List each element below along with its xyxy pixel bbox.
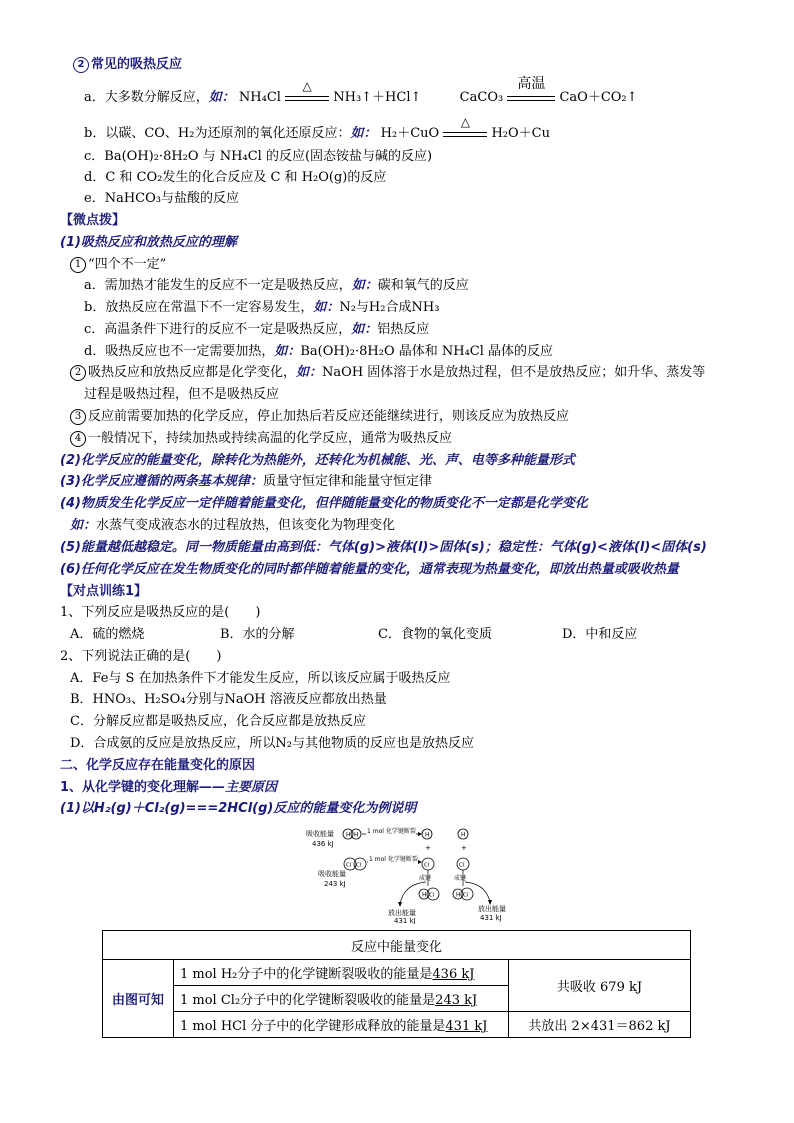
section2-title: 二、化学反应存在能量变化的原因: [60, 758, 256, 773]
plus-sign: +: [461, 844, 467, 852]
atom-h: H: [456, 891, 461, 899]
energy-change-table: [102, 930, 691, 1038]
tips-p1-a-text: a．需加热才能发生的反应不一定是吸热反应，: [84, 278, 352, 293]
row-cl2-value: 243 kJ: [435, 993, 478, 1008]
tips-p1-c-tail: 铝热反应: [377, 322, 430, 337]
tips-p1-b: [84, 299, 439, 317]
section2-sub1-note: ——主要原因: [199, 780, 278, 795]
practice-q1-option-c: C．食物的氧化变质: [378, 627, 492, 642]
item-b-text: b．以碳、CO、H₂为还原剂的氧化还原反应：: [84, 126, 351, 141]
h2-molecule: [343, 829, 361, 839]
row-hcl-value: 431 kJ: [445, 1019, 488, 1034]
endothermic-item-e: e．NaHCO₃与盐酸的反应: [84, 191, 239, 206]
eq3-sign: [443, 114, 487, 141]
tips-p3-title: (3)化学反应遵循的两条基本规律：: [60, 474, 263, 489]
tips-p1-b-text: b．放热反应在常温下不一定容易发生，: [84, 300, 314, 315]
eq2-left: CaCO₃: [459, 90, 504, 105]
practice-q1: 1、下列反应是吸热反应的是( ): [60, 605, 261, 620]
release2-value: 431 kJ: [480, 914, 502, 922]
tips-p2: (2)化学反应的能量变化，除转化为热能外，还转化为机械能、光、声、电等多种能量形式: [60, 453, 575, 468]
example-label: 如：: [296, 365, 323, 380]
table-absorb-total: 共吸收 679 kJ: [509, 960, 691, 1012]
endothermic-title-text: 常见的吸热反应: [91, 57, 183, 72]
hcl-molecule: [419, 888, 439, 900]
tips-p6: (6)任何化学反应在发生物质变化的同时都伴随着能量的变化，通常表现为热量变化，即放出热量或吸收热量: [60, 562, 679, 577]
tips-p1-1-text: “四个不一定”: [88, 257, 167, 272]
row-cl2-text: 1 mol Cl₂分子中的化学键断裂吸收的能量是: [180, 993, 436, 1008]
circled-number: 2: [70, 365, 86, 381]
eq1-right: NH₃↑＋HCl↑: [333, 90, 422, 105]
tips-p1-d-tail: Ba(OH)₂·8H₂O 晶体和 NH₄Cl 晶体的反应: [300, 344, 554, 359]
practice-q2: 2、下列说法正确的是( ): [60, 649, 222, 664]
tips-p5: (5)能量越低越稳定。同一物质能量由高到低：气体(g)>液体(l)>固体(s)；稳定性：气体(g)<液体(l)<固体(s): [60, 540, 707, 555]
item-a-text: a．大多数分解反应，: [84, 90, 209, 105]
section2-sub1-main: 1、从化学键的变化理解: [60, 780, 200, 795]
tips-p4: (4)物质发生化学反应一定伴随着能量变化，但伴随能量变化的物质变化不一定都是化学变化: [60, 496, 588, 511]
endothermic-title: [73, 56, 182, 74]
atom-cl: Cl: [429, 892, 435, 899]
release1-label: 放出能量: [388, 909, 416, 917]
endothermic-item-c: c．Ba(OH)₂·8H₂O 与 NH₄Cl 的反应(固态铵盐与碱的反应): [84, 149, 433, 164]
tips-p1-3-text: 反应前需要加热的化学反应，停止加热后若反应还能继续进行，则该反应为放热反应: [88, 409, 570, 424]
tips-p1-2a: 吸热反应和放热反应都是化学变化，: [88, 365, 297, 380]
tips-p1-a: [84, 277, 469, 295]
endothermic-item-a: [84, 75, 638, 107]
example-label: 如：: [208, 90, 235, 105]
atom-cl: Cl: [346, 862, 352, 869]
absorb2-label: 吸收能量: [318, 870, 346, 878]
tips-p3-text: 质量守恒定律和能量守恒定律: [262, 474, 432, 489]
eq3-left: H₂＋CuO: [380, 126, 440, 141]
eq3-right: H₂O＋Cu: [491, 126, 550, 141]
eq2-right: CaO＋CO₂↑: [559, 90, 638, 105]
example-label: 如：: [351, 278, 378, 293]
example-label: 如：: [351, 322, 378, 337]
table-left-label: 由图可知: [103, 960, 174, 1038]
circled-number: 1: [70, 257, 86, 273]
atom-cl: Cl: [463, 892, 469, 899]
tips-p1-2: [70, 364, 705, 382]
tips-p1-1: [70, 256, 166, 274]
practice-q1-option-d: D．中和反应: [562, 627, 638, 642]
break1-label: 1 mol 化学键断裂: [367, 828, 416, 835]
row-h2-text: 1 mol H₂分子中的化学键断裂吸收的能量是: [180, 967, 433, 982]
row-hcl-text: 1 mol HCl 分子中的化学键形成释放的能量是: [180, 1019, 446, 1034]
atom-h: H: [354, 831, 359, 839]
eq1-condition: △: [302, 78, 312, 93]
example-label: 如：: [274, 344, 301, 359]
circled-number: 4: [70, 431, 86, 447]
atom-cl: Cl: [424, 862, 430, 869]
tips-p1-c: [84, 321, 429, 339]
practice-q1-option-a: A．硫的燃烧: [70, 627, 145, 642]
table-row-h2: [174, 960, 509, 986]
form-bond-label: 成键: [419, 875, 432, 882]
tips-p1-2b: NaOH 固体溶于水是放热过程，但不是放热反应；如升华、蒸发等: [322, 365, 706, 380]
table-row-hcl: [174, 1012, 509, 1038]
cl2-molecule: [344, 858, 366, 870]
circled-number: 2: [73, 57, 89, 73]
table-row-cl2: [174, 986, 509, 1012]
tips-p1-4-text: 一般情况下，持续加热或持续高温的化学反应，通常为吸热反应: [88, 431, 453, 446]
absorb1-label: 吸收能量: [306, 830, 334, 838]
form-bond-label: 成键: [454, 875, 467, 882]
atom-cl: Cl: [356, 862, 362, 869]
bond-energy-diagram: [300, 822, 526, 924]
example-label: 如：: [350, 126, 377, 141]
absorb1-value: 436 kJ: [312, 840, 334, 848]
tips-header: 【微点拨】: [60, 213, 126, 228]
tips-p1-4: [70, 430, 452, 448]
example-label: 如：: [70, 518, 97, 533]
row-h2-value: 436 kJ: [432, 967, 475, 982]
plus-sign: +: [425, 844, 431, 852]
endothermic-item-b: [84, 114, 550, 143]
release1-value: 431 kJ: [394, 917, 416, 924]
eq2-sign: [507, 75, 555, 105]
tips-p1-3: [70, 408, 569, 426]
tips-p1-2c: 过程是吸热过程，但不是吸热反应: [84, 387, 280, 402]
practice-q2-option-b: B．HNO₃、H₂SO₄分别与NaOH 溶液反应都放出热量: [70, 692, 387, 707]
section2-sub1: [60, 779, 277, 797]
table-release-total: 共放出 2×431＝862 kJ: [509, 1012, 691, 1038]
eq1-left: NH₄Cl: [238, 90, 281, 105]
endothermic-item-d: d．C 和 CO₂发生的化合反应及 C 和 H₂O(g)的反应: [84, 170, 387, 185]
practice-q1-option-b: B．水的分解: [220, 627, 295, 642]
circled-number: 3: [70, 409, 86, 425]
tips-p4-text: 水蒸气变成液态水的过程放热，但该变化为物理变化: [96, 518, 396, 533]
section2-p1: (1)以H₂(g)＋Cl₂(g)===2HCl(g)反应的能量变化为例说明: [60, 801, 417, 816]
example-label: 如：: [313, 300, 340, 315]
atom-h: H: [461, 831, 466, 839]
tips-p3: [60, 473, 432, 491]
eq3-condition: △: [460, 114, 470, 129]
tips-p1-d: [84, 343, 553, 361]
break2-label: 1 mol 化学键断裂: [369, 856, 418, 863]
release2-label: 放出能量: [478, 905, 506, 913]
tips-p4-example: [70, 517, 395, 535]
tips-p1-d-text: d．吸热反应也不一定需要加热，: [84, 344, 275, 359]
practice-q2-option-c: C．分解反应都是吸热反应，化合反应都是放热反应: [70, 714, 366, 729]
hcl-molecule: [453, 888, 473, 900]
eq2-condition: 高温: [517, 75, 546, 92]
practice-q2-option-a: A．Fe与 S 在加热条件下才能发生反应，所以该反应属于吸热反应: [70, 671, 451, 686]
atom-h: H: [422, 891, 427, 899]
eq1-sign: [285, 78, 329, 105]
tips-p1-c-text: c．高温条件下进行的反应不一定是吸热反应，: [84, 322, 352, 337]
tips-p1-b-tail: N₂与H₂合成NH₃: [339, 300, 440, 315]
tips-p1-title: (1)吸热反应和放热反应的理解: [60, 235, 237, 250]
tips-p1-a-tail: 碳和氧气的反应: [377, 278, 469, 293]
table-title: 反应中能量变化: [103, 931, 691, 960]
absorb2-value: 243 kJ: [324, 880, 346, 888]
atom-h: H: [425, 831, 430, 839]
practice-header: 【对点训练1】: [60, 584, 148, 599]
atom-h: H: [346, 831, 351, 839]
atom-cl: Cl: [459, 862, 465, 869]
practice-q2-option-d: D．合成氨的反应是放热反应，所以N₂与其他物质的反应也是放热反应: [70, 736, 475, 751]
